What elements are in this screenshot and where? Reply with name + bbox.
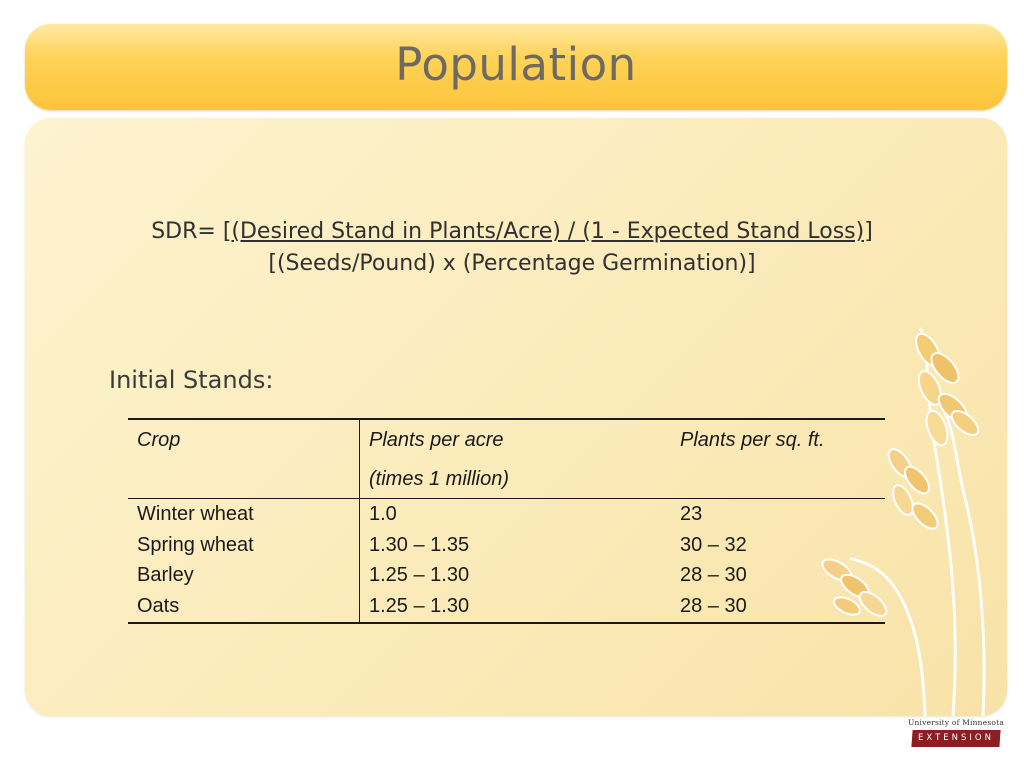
cell-plants-per-sqft: 23	[680, 503, 703, 525]
header-plants-per-acre: Plants per acre	[369, 429, 504, 451]
cell-plants-per-acre: 1.0	[369, 503, 397, 525]
header-crop-sub	[128, 460, 360, 499]
cell-crop: Barley	[128, 560, 360, 591]
formula-numerator: [(Desired Stand in Plants/Acre) / (1 - Expected Stand Loss)]	[222, 219, 873, 244]
formula-prefix: SDR=	[151, 219, 223, 244]
table-header-row	[128, 419, 885, 460]
logo-extension-text: EXTENSION	[918, 733, 994, 743]
initial-stands-table	[128, 418, 885, 624]
table-row	[128, 530, 885, 561]
header-crop: Crop	[128, 419, 360, 460]
slide-title: Population	[395, 38, 637, 91]
table-header-subrow	[128, 460, 885, 499]
cell-plants-per-sqft: 28 – 30	[680, 595, 747, 618]
cell-crop: Spring wheat	[128, 530, 360, 561]
cell-crop: Oats	[128, 591, 360, 623]
cell-crop: Winter wheat	[128, 499, 360, 530]
header-plants-per-sqft-sub	[671, 460, 885, 499]
wheat-illustration	[25, 118, 1007, 716]
cell-plants-per-acre: 1.30 – 1.35	[369, 533, 470, 556]
logo-university-name: University of Minnesota	[908, 718, 1004, 727]
title-bar	[25, 24, 1007, 110]
cell-plants-per-sqft: 30 – 32	[680, 533, 747, 556]
university-extension-logo	[908, 718, 1004, 756]
cell-plants-per-acre: 1.25 – 1.30	[369, 564, 470, 587]
initial-stands-label: Initial Stands:	[109, 366, 274, 394]
formula-denominator: [(Seeds/Pound) x (Percentage Germination)]	[268, 251, 756, 276]
content-panel	[25, 118, 1007, 716]
cell-plants-per-acre: 1.25 – 1.30	[369, 595, 470, 618]
header-plants-per-sqft: Plants per sq. ft.	[680, 429, 825, 451]
table-row	[128, 591, 885, 623]
table-row	[128, 560, 885, 591]
header-plants-per-acre-sub: (times 1 million)	[360, 460, 672, 499]
formula-numerator-line	[0, 219, 1024, 244]
table-row	[128, 499, 885, 530]
cell-plants-per-sqft: 28 – 30	[680, 564, 747, 587]
